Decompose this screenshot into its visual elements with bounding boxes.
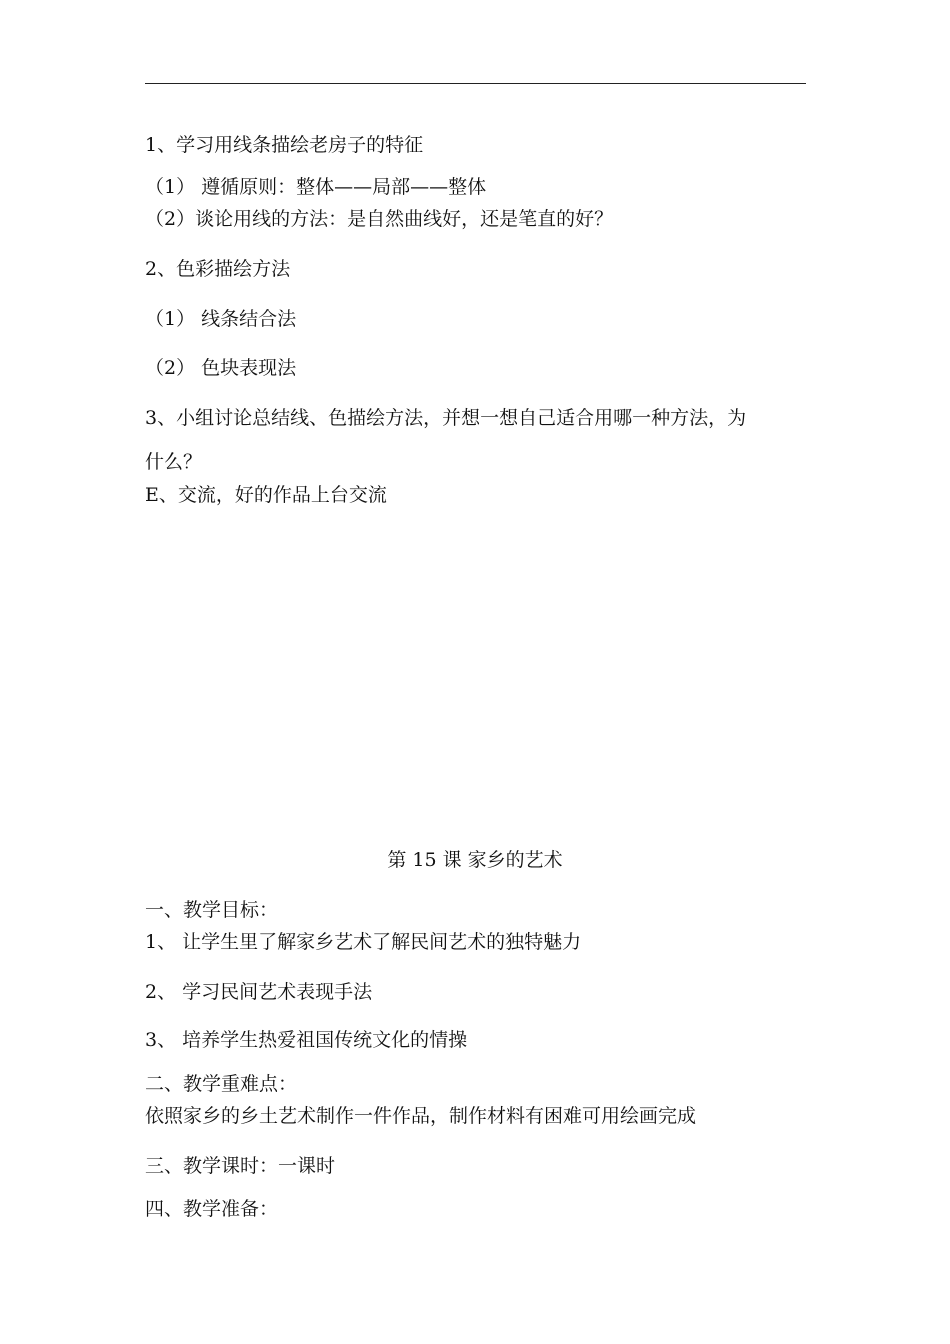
text-line: 依照家乡的乡土艺术制作一件作品，制作材料有困难可用绘画完成 (145, 1105, 697, 1127)
text-line: 1、学习用线条描绘老房子的特征 (145, 134, 424, 156)
text-line: 2、色彩描绘方法 (145, 258, 291, 280)
text-line: 2、 学习民间艺术表现手法 (145, 981, 373, 1003)
lesson-title: 第 15 课 家乡的艺术 (387, 849, 563, 871)
text-line: （2）谈论用线的方法：是自然曲线好，还是笔直的好？ (145, 208, 614, 230)
section-heading: 四、教学准备： (145, 1198, 279, 1220)
text-line: 1、 让学生里了解家乡艺术了解民间艺术的独特魅力 (145, 931, 582, 953)
text-line: （1） 遵循原则：整体——局部——整体 (145, 176, 487, 198)
text-line: （1） 线条结合法 (145, 308, 297, 330)
text-line: （2） 色块表现法 (145, 357, 297, 379)
text-line: E、交流，好的作品上台交流 (145, 484, 387, 506)
text-line: 3、小组讨论总结线、色描绘方法，并想一想自己适合用哪一种方法，为 (145, 407, 747, 429)
text-line: 3、 培养学生热爱祖国传统文化的情操 (145, 1029, 468, 1051)
section-heading: 一、教学目标： (145, 899, 279, 921)
header-rule (145, 83, 806, 84)
text-line: 什么？ (145, 451, 203, 473)
section-heading: 二、教学重难点： (145, 1073, 298, 1095)
section-heading: 三、教学课时：一课时 (145, 1155, 336, 1177)
